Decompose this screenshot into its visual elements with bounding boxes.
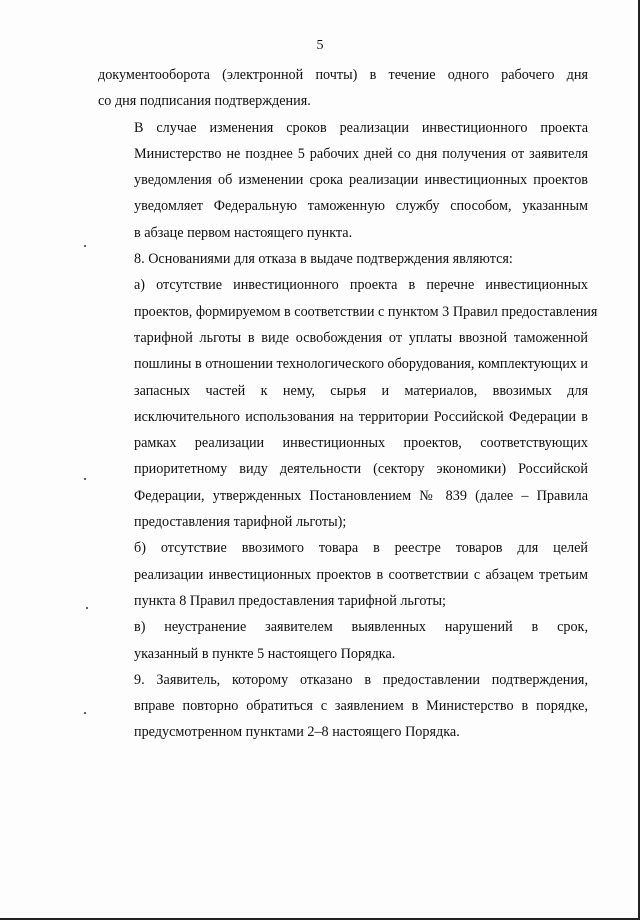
scan-speck xyxy=(84,245,86,247)
text-line: Министерство не позднее 5 рабочих дней со дня получения от заявителя xyxy=(134,145,588,162)
text-line: Федерации, утвержденных Постановлением № 839 (далее – Правила xyxy=(134,487,588,504)
text-line: 8. Основаниями для отказа в выдаче подтверждения являются: xyxy=(134,251,513,268)
text-line: указанный в пункте 5 настоящего Порядка. xyxy=(134,645,396,662)
paragraph xyxy=(98,272,598,535)
scan-speck xyxy=(86,607,88,609)
paragraph xyxy=(98,614,588,667)
paragraph xyxy=(98,535,588,614)
document-body xyxy=(98,62,598,746)
text-line: В случае изменения сроков реализации инвестиционного проекта xyxy=(134,119,588,136)
text-line: документооборота (электронной почты) в течение одного рабочего дня xyxy=(98,67,588,83)
text-line: пункта 8 Правил предоставления тарифной льготы; xyxy=(134,592,446,609)
text-line: рамках реализации инвестиционных проектов, соответствующих xyxy=(134,435,588,452)
text-line: 9. Заявитель, которому отказано в предоставлении подтверждения, xyxy=(134,671,588,688)
text-line: б) отсутствие ввозимого товара в реестре товаров для целей xyxy=(134,540,588,557)
text-line: уведомления об изменении срока реализации инвестиционных проектов xyxy=(134,172,588,189)
paragraph xyxy=(98,246,588,272)
text-line: вправе повторно обратиться с заявлением в Министерство в порядке, xyxy=(134,698,588,715)
text-line: предусмотренном пунктами 2–8 настоящего Порядка. xyxy=(134,724,460,741)
page-number: 5 xyxy=(316,38,324,53)
text-line: реализации инвестиционных проектов в соответствии с абзацем третьим xyxy=(134,566,588,583)
text-line: тарифной льготы в виде освобождения от уплаты ввозной таможенной xyxy=(134,329,588,346)
text-line: уведомляет Федеральную таможенную службу способом, указанным xyxy=(134,198,588,215)
paragraph xyxy=(98,667,588,746)
text-line: приоритетному виду деятельности (сектору экономики) Российской xyxy=(134,461,588,478)
scan-speck xyxy=(84,712,86,714)
text-line: со дня подписания подтверждения. xyxy=(98,93,311,110)
text-line: а) отсутствие инвестиционного проекта в перечне инвестиционных xyxy=(134,277,588,294)
paragraph xyxy=(98,115,588,246)
text-line: исключительного использования на территории Российской Федерации в xyxy=(134,408,588,425)
text-line: пошлины в отношении технологического оборудования, комплектующих и xyxy=(134,356,589,373)
text-line: предоставления тарифной льготы); xyxy=(134,514,347,531)
scan-speck xyxy=(84,478,86,480)
text-line: запасных частей к нему, сырья и материалов, ввозимых для xyxy=(134,382,588,399)
paragraph xyxy=(98,62,588,115)
text-line: проектов, формируемом в соответствии с пунктом 3 Правил предоставления xyxy=(134,303,598,320)
text-line: в) неустранение заявителем выявленных нарушений в срок, xyxy=(134,619,588,636)
text-line: в абзаце первом настоящего пункта. xyxy=(134,224,353,241)
